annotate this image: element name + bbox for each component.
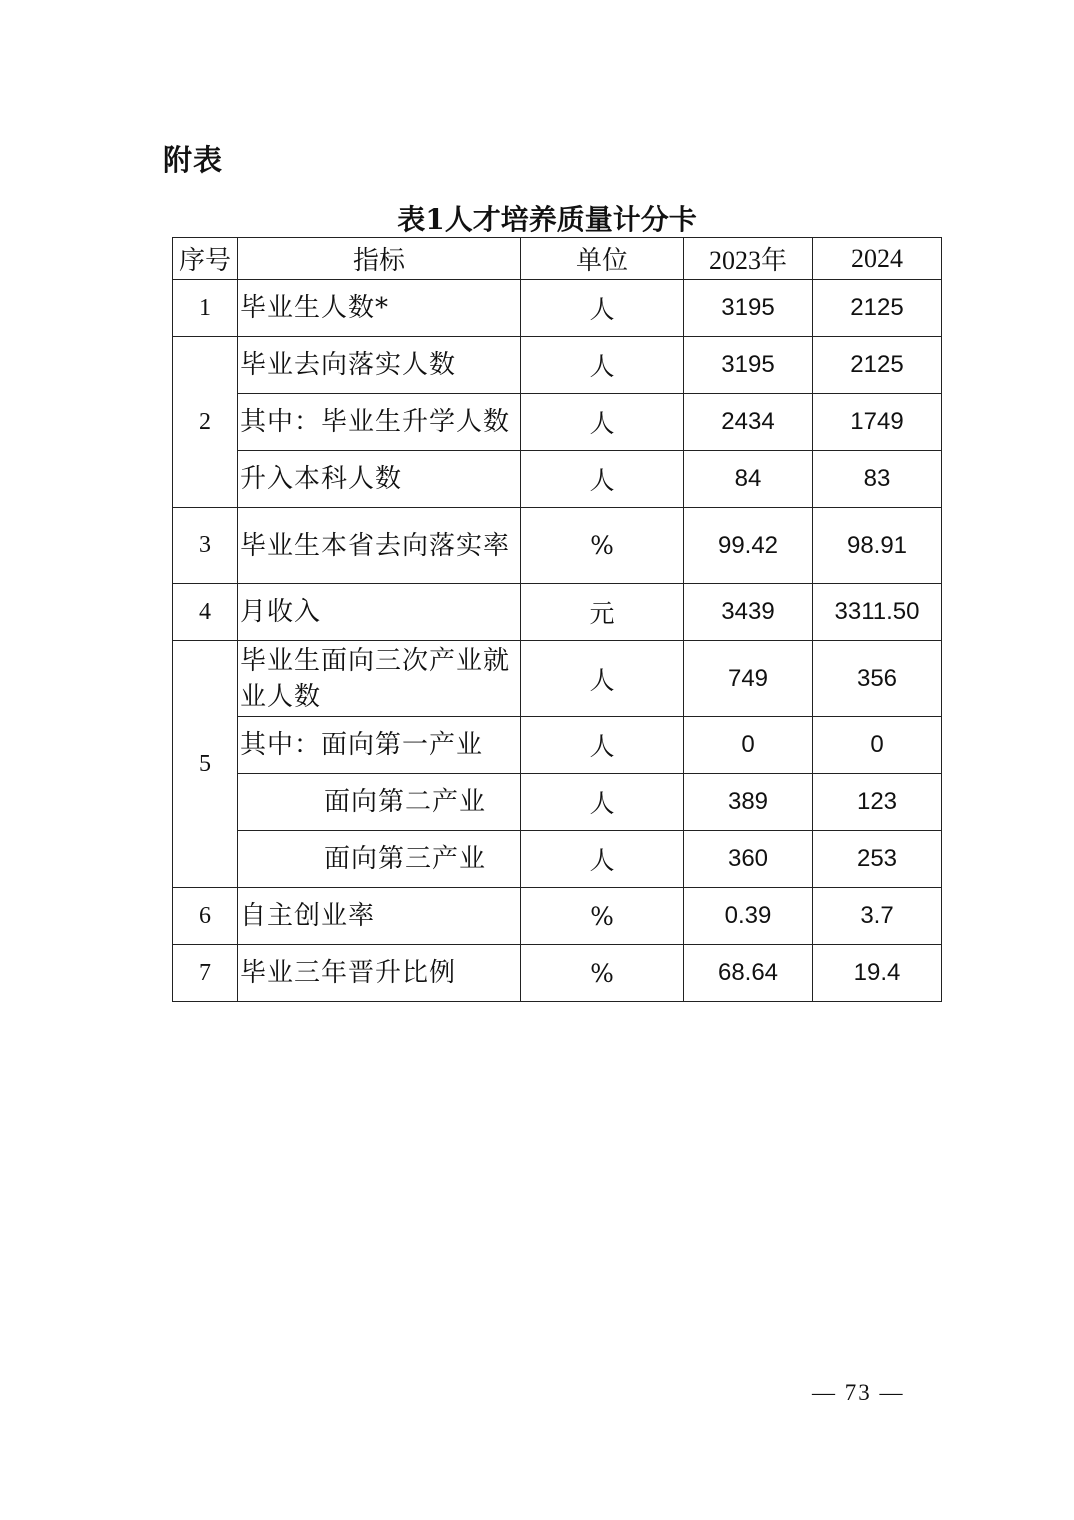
table-row bbox=[173, 584, 942, 641]
row-unit: 人 bbox=[521, 774, 684, 831]
row-seq: 7 bbox=[173, 945, 238, 1002]
table-row bbox=[173, 888, 942, 945]
header-2024: 2024 bbox=[813, 238, 942, 280]
appendix-heading: 附表 bbox=[163, 143, 224, 177]
row-unit: 人 bbox=[521, 641, 684, 717]
table-row bbox=[173, 831, 942, 888]
row-indicator: 其中：面向第一产业 bbox=[238, 717, 521, 774]
row-value-2023: 749 bbox=[684, 641, 813, 717]
row-value-2024: 3.7 bbox=[813, 888, 942, 945]
talent-quality-scorecard-table bbox=[172, 237, 942, 1002]
row-unit: 人 bbox=[521, 451, 684, 508]
row-indicator: 升入本科人数 bbox=[238, 451, 521, 508]
row-unit: 人 bbox=[521, 717, 684, 774]
row-value-2024: 1749 bbox=[813, 394, 942, 451]
table-row bbox=[173, 717, 942, 774]
row-unit: 人 bbox=[521, 394, 684, 451]
row-seq: 1 bbox=[173, 280, 238, 337]
table-title: 表1人才培养质量计分卡 bbox=[397, 203, 697, 236]
row-unit: % bbox=[521, 508, 684, 584]
row-value-2023: 0.39 bbox=[684, 888, 813, 945]
row-value-2024: 123 bbox=[813, 774, 942, 831]
row-value-2023: 0 bbox=[684, 717, 813, 774]
page-number: — 73 — bbox=[812, 1380, 905, 1405]
row-unit: % bbox=[521, 888, 684, 945]
row-seq: 3 bbox=[173, 508, 238, 584]
row-unit: 人 bbox=[521, 831, 684, 888]
row-value-2024: 83 bbox=[813, 451, 942, 508]
table-header-row bbox=[173, 238, 942, 280]
row-indicator: 面向第二产业 bbox=[238, 774, 521, 831]
row-value-2023: 2434 bbox=[684, 394, 813, 451]
row-seq: 4 bbox=[173, 584, 238, 641]
row-indicator: 其中：毕业生升学人数 bbox=[238, 394, 521, 451]
row-indicator: 毕业生人数* bbox=[238, 280, 521, 337]
row-value-2023: 3195 bbox=[684, 337, 813, 394]
row-unit: 人 bbox=[521, 280, 684, 337]
row-indicator: 毕业生本省去向落实率 bbox=[238, 508, 521, 584]
row-value-2024: 356 bbox=[813, 641, 942, 717]
row-value-2024: 2125 bbox=[813, 337, 942, 394]
row-value-2024: 253 bbox=[813, 831, 942, 888]
row-value-2024: 3311.50 bbox=[813, 584, 942, 641]
header-2023: 2023年 bbox=[684, 238, 813, 280]
table-row bbox=[173, 451, 942, 508]
row-value-2024: 98.91 bbox=[813, 508, 942, 584]
row-value-2023: 389 bbox=[684, 774, 813, 831]
row-seq: 2 bbox=[173, 337, 238, 508]
row-indicator: 月收入 bbox=[238, 584, 521, 641]
header-unit: 单位 bbox=[521, 238, 684, 280]
row-value-2023: 3439 bbox=[684, 584, 813, 641]
table-row bbox=[173, 945, 942, 1002]
row-value-2023: 360 bbox=[684, 831, 813, 888]
row-indicator: 面向第三产业 bbox=[238, 831, 521, 888]
row-value-2023: 84 bbox=[684, 451, 813, 508]
row-seq: 5 bbox=[173, 641, 238, 888]
row-seq: 6 bbox=[173, 888, 238, 945]
row-unit: 人 bbox=[521, 337, 684, 394]
row-unit: 元 bbox=[521, 584, 684, 641]
row-value-2024: 2125 bbox=[813, 280, 942, 337]
row-value-2023: 68.64 bbox=[684, 945, 813, 1002]
table-row bbox=[173, 280, 942, 337]
row-value-2023: 3195 bbox=[684, 280, 813, 337]
row-indicator: 毕业三年晋升比例 bbox=[238, 945, 521, 1002]
table-row bbox=[173, 508, 942, 584]
table-row bbox=[173, 774, 942, 831]
row-value-2023: 99.42 bbox=[684, 508, 813, 584]
header-seq: 序号 bbox=[173, 238, 238, 280]
header-indicator: 指标 bbox=[238, 238, 521, 280]
table-row bbox=[173, 337, 942, 394]
table-row bbox=[173, 394, 942, 451]
row-value-2024: 19.4 bbox=[813, 945, 942, 1002]
table-row bbox=[173, 641, 942, 717]
row-value-2024: 0 bbox=[813, 717, 942, 774]
row-indicator: 自主创业率 bbox=[238, 888, 521, 945]
row-indicator: 毕业生面向三次产业就业人数 bbox=[238, 641, 521, 717]
row-unit: % bbox=[521, 945, 684, 1002]
row-indicator: 毕业去向落实人数 bbox=[238, 337, 521, 394]
